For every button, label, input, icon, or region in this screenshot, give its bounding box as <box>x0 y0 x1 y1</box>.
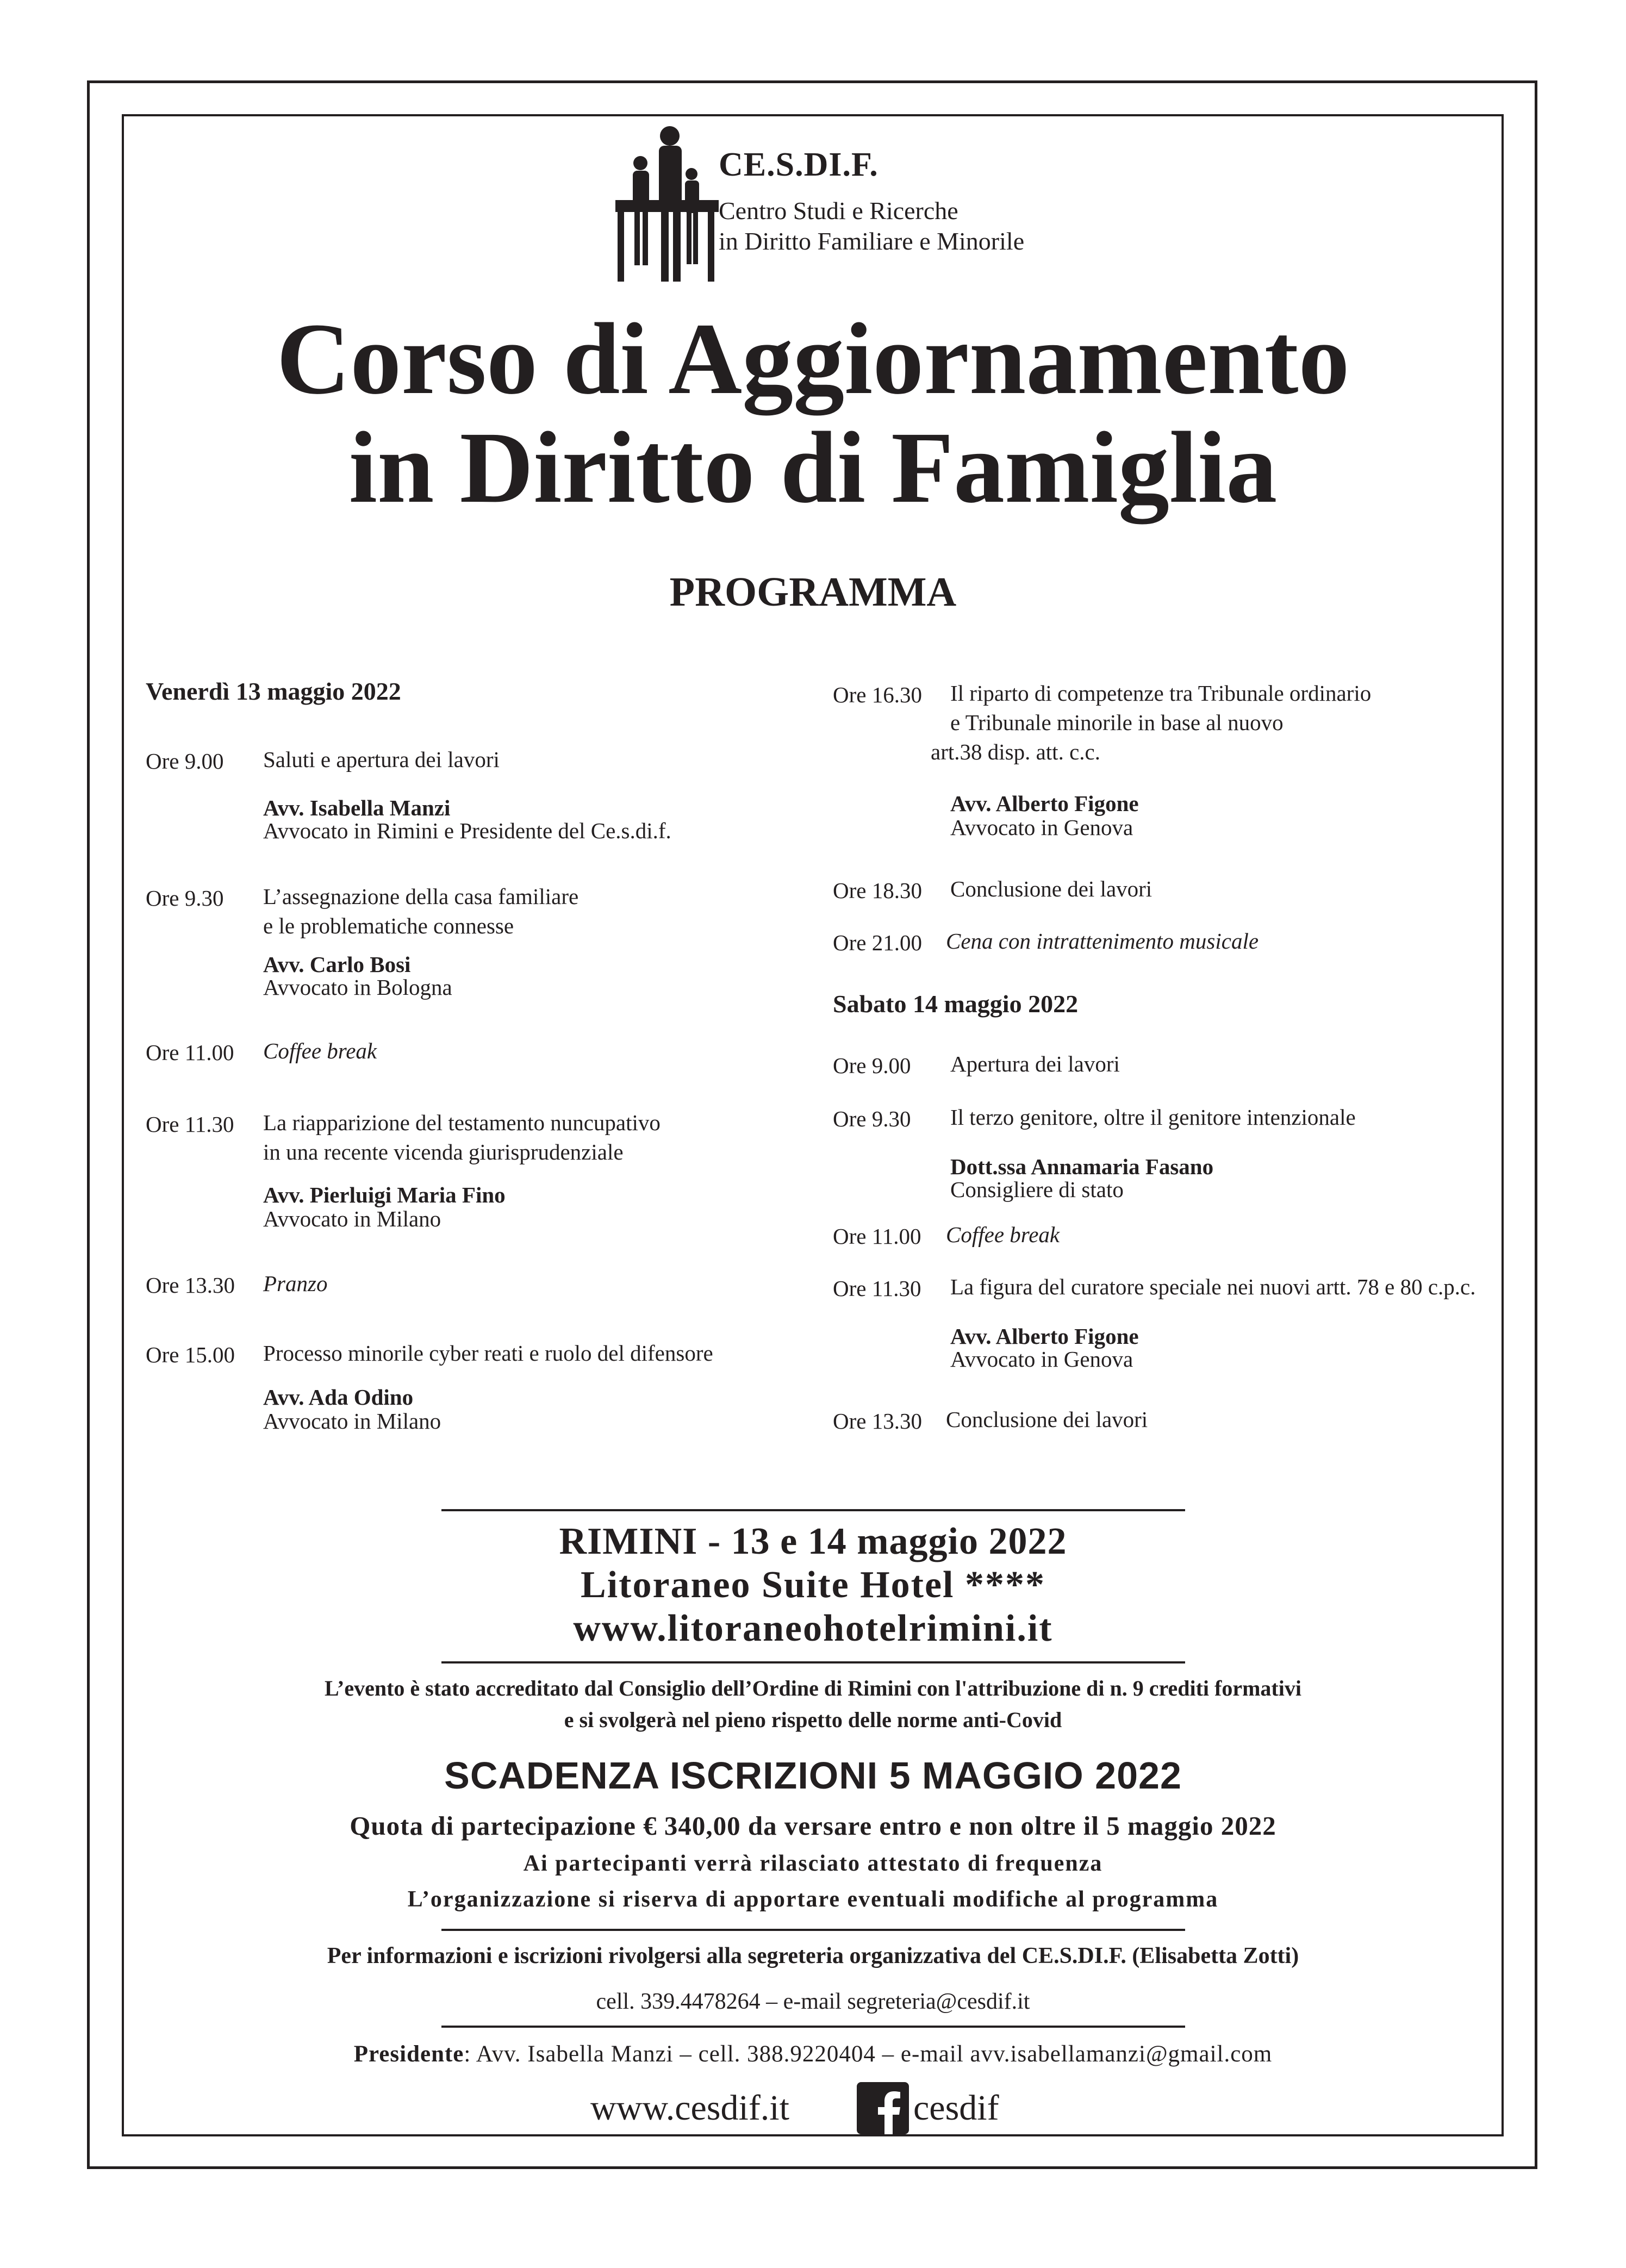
footer-website[interactable]: www.cesdif.it <box>590 2088 789 2128</box>
session-title: Cena con intrattenimento musicale <box>946 929 1259 954</box>
time: Ore 13.30 <box>833 1409 922 1434</box>
org-name: CE.S.DI.F. <box>719 146 879 183</box>
time: Ore 11.00 <box>146 1040 234 1065</box>
session-title: Conclusione dei lavori <box>950 876 1152 901</box>
speaker-role: Avvocato in Milano <box>263 1409 441 1434</box>
speaker-name: Avv. Carlo Bosi <box>263 952 411 977</box>
time: Ore 9.30 <box>146 886 224 911</box>
time: Ore 9.00 <box>833 1053 911 1078</box>
accreditation-line-2: e si svolgerà nel pieno rispetto delle norme anti-Covid <box>564 1708 1062 1732</box>
day2-heading: Sabato 14 maggio 2022 <box>833 990 1079 1018</box>
org-line-1: Centro Studi e Ricerche <box>719 197 958 225</box>
day1-heading: Venerdì 13 maggio 2022 <box>146 677 401 705</box>
time: Ore 15.00 <box>146 1342 235 1367</box>
facebook-handle[interactable]: cesdif <box>913 2088 999 2128</box>
session-title: e le problematiche connesse <box>263 913 514 938</box>
speaker-role: Avvocato in Rimini e Presidente del Ce.s.di.f. <box>263 818 671 843</box>
certificate-line: Ai partecipanti verrà rilasciato attestato di frequenza <box>523 1851 1103 1876</box>
speaker-role: Avvocato in Milano <box>263 1206 441 1231</box>
session-title: Saluti e apertura dei lavori <box>263 747 500 772</box>
facebook-icon[interactable] <box>857 2082 909 2134</box>
family-figures-logo <box>605 124 719 284</box>
accreditation-line-1: L’evento è stato accreditato dal Consiglio dell’Ordine di Rimini con l'attribuzione di n. 9 crediti formativi <box>325 1676 1301 1700</box>
info-line: Per informazioni e iscrizioni rivolgersi alla segreteria organizzativa del CE.S.DI.F. (Elisabetta Zotti) <box>327 1943 1299 1968</box>
programma-heading: PROGRAMMA <box>669 569 957 615</box>
session-title: Processo minorile cyber reati e ruolo del difensore <box>263 1341 713 1366</box>
fee-line: Quota di partecipazione € 340,00 da versare entro e non oltre il 5 maggio 2022 <box>350 1811 1276 1841</box>
venue-line-2: Litoraneo Suite Hotel **** <box>581 1564 1045 1606</box>
president-line: Presidente: Avv. Isabella Manzi – cell. 388.9220404 – e-mail avv.isabellamanzi@gmail.com <box>353 2041 1273 2067</box>
speaker-name: Avv. Ada Odino <box>263 1385 414 1410</box>
divider <box>441 1929 1185 1931</box>
deadline-heading: SCADENZA ISCRIZIONI 5 MAGGIO 2022 <box>444 1754 1182 1797</box>
speaker-role: Consigliere di stato <box>950 1177 1124 1202</box>
session-title: La figura del curatore speciale nei nuovi artt. 78 e 80 c.p.c. <box>950 1274 1476 1299</box>
time: Ore 11.00 <box>833 1224 921 1249</box>
session-title: Coffee break <box>263 1038 377 1063</box>
time: Ore 21.00 <box>833 930 922 955</box>
speaker-name: Avv. Isabella Manzi <box>263 795 451 820</box>
speaker-name: Avv. Pierluigi Maria Fino <box>263 1182 506 1207</box>
speaker-name: Dott.ssa Annamaria Fasano <box>950 1154 1214 1179</box>
session-title: art.38 disp. att. c.c. <box>931 739 1100 764</box>
venue-website[interactable]: www.litoraneohotelrimini.it <box>573 1607 1053 1649</box>
time: Ore 11.30 <box>833 1276 921 1301</box>
time: Ore 16.30 <box>833 682 922 707</box>
org-line-2: in Diritto Familiare e Minorile <box>719 227 1025 255</box>
session-title: Apertura dei lavori <box>950 1051 1120 1076</box>
session-title: Conclusione dei lavori <box>946 1407 1148 1432</box>
speaker-name: Avv. Alberto Figone <box>950 1324 1139 1349</box>
changes-line: L’organizzazione si riserva di apportare eventuali modifiche al programma <box>407 1887 1219 1912</box>
session-title: Pranzo <box>263 1271 328 1296</box>
session-title: La riapparizione del testamento nuncupativo <box>263 1110 661 1135</box>
session-title: Il terzo genitore, oltre il genitore intenzionale <box>950 1105 1356 1130</box>
divider <box>441 1661 1185 1663</box>
time: Ore 9.00 <box>146 749 224 774</box>
session-title: e Tribunale minorile in base al nuovo <box>950 710 1284 735</box>
venue-line-1: RIMINI - 13 e 14 maggio 2022 <box>559 1521 1067 1562</box>
session-title: in una recente vicenda giurisprudenziale <box>263 1139 624 1164</box>
title-line-1: Corso di Aggiornamento <box>276 302 1350 415</box>
session-title: Coffee break <box>946 1222 1060 1247</box>
time: Ore 9.30 <box>833 1106 911 1131</box>
time: Ore 13.30 <box>146 1273 235 1298</box>
speaker-role: Avvocato in Genova <box>950 1347 1133 1372</box>
speaker-name: Avv. Alberto Figone <box>950 791 1139 816</box>
time: Ore 18.30 <box>833 878 922 903</box>
time: Ore 11.30 <box>146 1112 234 1137</box>
speaker-role: Avvocato in Genova <box>950 815 1133 840</box>
divider <box>441 2026 1185 2028</box>
session-title: Il riparto di competenze tra Tribunale ordinario <box>950 681 1372 706</box>
divider <box>441 1509 1185 1511</box>
title-line-2: in Diritto di Famiglia <box>348 410 1278 524</box>
speaker-role: Avvocato in Bologna <box>263 975 452 1000</box>
session-title: L’assegnazione della casa familiare <box>263 884 579 909</box>
contact-line[interactable]: cell. 339.4478264 – e-mail segreteria@cesdif.it <box>596 1989 1030 2014</box>
